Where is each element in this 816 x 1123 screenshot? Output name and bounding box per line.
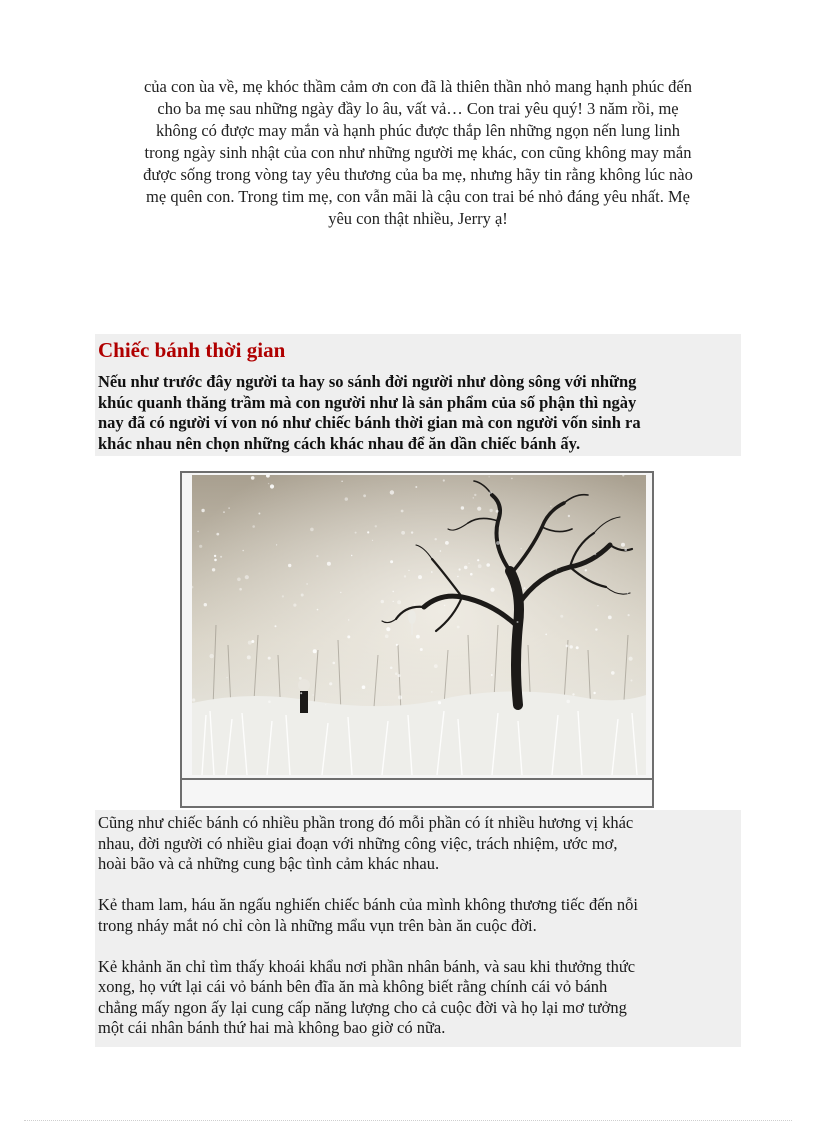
snowflake xyxy=(325,704,326,705)
snowflake xyxy=(457,626,460,629)
body-line: một cái nhân bánh thứ hai mà không bao giờ có nữa. xyxy=(98,1018,446,1037)
snowflake xyxy=(489,476,490,477)
snowflake xyxy=(595,628,597,630)
figure-frame xyxy=(180,471,654,808)
snowflake xyxy=(282,595,284,597)
snowflake xyxy=(252,525,255,528)
section-lead-paragraph xyxy=(98,372,738,454)
snowflake xyxy=(385,634,389,638)
snowflake xyxy=(293,604,296,607)
snowflake xyxy=(443,479,445,481)
intro-line: được sống trong vòng tay yêu thương của ba mẹ, nhưng hãy tin rằng không lúc nào xyxy=(143,165,693,184)
body-line: Cũng như chiếc bánh có nhiều phần trong đó mỗi phần có ít nhiều hương vị khác xyxy=(98,813,634,832)
snowflake xyxy=(340,592,341,593)
snowflake xyxy=(204,603,207,606)
snowflake xyxy=(239,588,242,591)
snowflake xyxy=(201,509,204,512)
snowflake xyxy=(478,564,482,568)
snowflake xyxy=(242,550,244,552)
winter-tree-illustration xyxy=(192,475,646,775)
snowflake xyxy=(556,569,557,570)
snowflake xyxy=(375,525,377,527)
snowflake xyxy=(629,657,633,661)
snowflake xyxy=(624,548,627,551)
snowflake xyxy=(397,600,401,604)
snowflake xyxy=(275,625,277,627)
body-line: hoài bão và cả những cung bậc tình cảm khác nhau. xyxy=(98,854,440,873)
snowflake xyxy=(367,531,369,533)
snowflake xyxy=(401,510,404,513)
snowflake xyxy=(216,533,219,536)
snowflake xyxy=(468,563,469,564)
snowflake xyxy=(209,654,213,658)
snowflake xyxy=(372,540,373,541)
snowflake xyxy=(416,635,420,639)
snowflake xyxy=(393,591,394,592)
snowflake xyxy=(496,541,500,545)
snowflake xyxy=(316,555,318,557)
snowflake xyxy=(597,605,598,606)
snowflake xyxy=(199,545,202,548)
lead-line: khúc quanh thăng trầm mà con người như là sản phẩm của số phận thì ngày xyxy=(98,392,637,412)
snowflake xyxy=(258,513,260,515)
snowflake xyxy=(440,550,442,552)
snowflake xyxy=(386,627,390,631)
snowflake xyxy=(251,476,255,480)
snowflake xyxy=(414,603,416,605)
snowflake xyxy=(390,667,393,670)
snowflake xyxy=(363,494,366,497)
snowflake xyxy=(420,648,423,651)
snowflake xyxy=(473,497,474,498)
intro-paragraph xyxy=(96,76,740,230)
intro-line: của con ùa về, mẹ khóc thầm cảm ơn con đã là thiên thần nhỏ mang hạnh phúc đến xyxy=(143,77,692,96)
snowflake xyxy=(345,497,348,500)
snowflake xyxy=(223,511,225,513)
snowflake xyxy=(545,634,547,636)
snowflake xyxy=(300,692,302,694)
snowflake xyxy=(306,583,307,584)
snowflake xyxy=(192,698,195,701)
snowflake xyxy=(228,507,230,509)
snowflake xyxy=(496,510,499,513)
snowflake xyxy=(611,671,615,675)
snowflake xyxy=(395,672,398,675)
snowflake xyxy=(585,569,587,571)
snowflake xyxy=(435,538,437,540)
snowflake xyxy=(398,674,401,677)
snowflake xyxy=(245,575,249,579)
snowflake xyxy=(431,571,433,573)
body-line: trong nháy mắt nó chỉ còn là những mẩu vụn trên bàn ăn cuộc đời. xyxy=(98,915,537,935)
snowflake xyxy=(341,481,342,482)
snowflake xyxy=(327,562,331,566)
intro-line: cho ba mẹ sau những ngày đầy lo âu, vất vả… Con trai yêu quý! 3 năm rồi, mẹ xyxy=(157,99,679,118)
snowflake xyxy=(226,677,227,678)
section-title: Chiếc bánh thời gian xyxy=(98,338,286,362)
snowflake xyxy=(408,570,409,571)
snowflake xyxy=(461,506,464,509)
snowflake xyxy=(566,700,570,704)
snowflake xyxy=(418,575,422,579)
snowflake xyxy=(477,559,479,561)
intro-line: mẹ quên con. Trong tim mẹ, con vẫn mãi là cậu con trai bé nhỏ đáng yêu nhất. Mẹ xyxy=(146,187,690,206)
snowflake xyxy=(631,680,633,682)
snowflake xyxy=(415,486,417,488)
snowflake xyxy=(247,655,251,659)
snowflake xyxy=(390,490,394,494)
snowflake xyxy=(214,555,216,557)
snowflake xyxy=(317,609,319,611)
body-line: nhau, đời người có nhiều giai đoạn với những công việc, trách nhiệm, ước mơ, xyxy=(98,833,618,853)
snowflake xyxy=(268,700,271,703)
page-footer-rule xyxy=(24,1120,792,1121)
snowflake xyxy=(490,588,494,592)
snowflake xyxy=(627,593,628,594)
lead-line: Nếu như trước đây người ta hay so sánh đời người như dòng sông với những xyxy=(98,372,637,391)
caption-rule xyxy=(182,778,652,780)
snowflake xyxy=(566,645,569,648)
snowflake xyxy=(351,555,352,556)
snowflake xyxy=(438,701,441,704)
intro-line: yêu con thật nhiều, Jerry ạ! xyxy=(328,209,508,228)
snowflake xyxy=(270,484,274,488)
snowflake xyxy=(396,644,398,646)
body-line: chẳng mấy ngon ấy lại cung cấp năng lượng cho cả cuộc đời và họ lại mơ tưởng xyxy=(98,997,627,1017)
snow-ground xyxy=(192,691,646,775)
snowflake xyxy=(310,528,314,532)
snowflake xyxy=(608,616,612,620)
snowflake xyxy=(348,619,349,620)
snowflake xyxy=(214,559,217,562)
snowflake xyxy=(489,491,492,494)
snowflake xyxy=(457,576,458,577)
body-line: Kẻ tham lam, háu ăn ngấu nghiến chiếc bánh của mình không thương tiếc đến nỗi xyxy=(98,895,639,914)
snowflake xyxy=(524,587,526,589)
snowflake xyxy=(381,600,384,603)
body-paragraph xyxy=(98,895,738,936)
snowflake xyxy=(268,483,269,484)
snowflake xyxy=(398,695,402,699)
snowflake xyxy=(393,601,394,602)
snowflake xyxy=(313,649,317,653)
snowflake xyxy=(220,556,222,558)
snowflake xyxy=(576,646,579,649)
snowflake xyxy=(594,553,596,555)
snowflake xyxy=(276,544,277,545)
snowflake xyxy=(489,509,492,512)
snowflake xyxy=(570,645,573,648)
snowflake xyxy=(268,657,271,660)
snowflake xyxy=(474,494,476,496)
snowflake xyxy=(593,692,595,694)
lead-line: nay đã có người ví von nó như chiếc bánh thời gian mà con người vốn sinh ra xyxy=(98,413,641,432)
snowflake xyxy=(299,677,302,680)
body-section xyxy=(98,813,738,1059)
snowflake xyxy=(212,568,215,571)
snowflake xyxy=(444,605,446,607)
snowflake xyxy=(521,548,522,549)
snowflake xyxy=(288,564,291,567)
body-line: Kẻ khảnh ăn chỉ tìm thấy khoái khẩu nơi phần nhân bánh, và sau khi thưởng thức xyxy=(98,956,636,976)
snowflake xyxy=(470,573,473,576)
snowflake xyxy=(459,568,461,570)
lead-line: khác nhau nên chọn những cách khác nhau để ăn dần chiếc bánh ấy. xyxy=(98,433,581,453)
body-paragraph xyxy=(98,957,738,1039)
body-line: xong, họ vứt lại cái vỏ bánh bên đĩa ăn mà không biết rằng chính cái vỏ bánh xyxy=(98,977,608,996)
snowflake xyxy=(628,614,630,616)
snowflake xyxy=(477,507,481,511)
snowflake xyxy=(347,635,350,638)
snowflake xyxy=(390,560,393,563)
snowflake xyxy=(197,531,199,533)
body-paragraph xyxy=(98,813,738,875)
snowflake xyxy=(362,685,366,689)
snowflake xyxy=(251,640,254,643)
snowflake xyxy=(511,478,513,480)
intro-line: trong ngày sinh nhật của con như những người mẹ khác, con cũng không may mắn xyxy=(144,143,692,162)
snowflake xyxy=(333,662,336,665)
snowflake xyxy=(431,691,432,692)
intro-line: không có được may mắn và hạnh phúc được thắp lên những ngọn nến lung linh xyxy=(155,121,681,140)
snowflake xyxy=(248,641,252,645)
snowflake xyxy=(464,566,468,570)
snowflake xyxy=(301,594,304,597)
snowflake xyxy=(491,674,493,676)
snowflake xyxy=(572,693,574,695)
snowflake xyxy=(329,682,332,685)
snowflake xyxy=(550,506,552,508)
snowflake xyxy=(486,563,490,567)
snowflake xyxy=(517,621,519,623)
snowflake xyxy=(434,664,438,668)
snowflake xyxy=(404,575,406,577)
snowflake xyxy=(568,515,570,517)
snowflake xyxy=(560,615,563,618)
snowflake xyxy=(411,531,413,533)
snowflake xyxy=(621,543,625,547)
snowflake xyxy=(401,531,405,535)
snowflake xyxy=(237,578,241,582)
snowflake xyxy=(313,694,314,695)
snowflake xyxy=(355,532,357,534)
snowflake xyxy=(445,541,449,545)
